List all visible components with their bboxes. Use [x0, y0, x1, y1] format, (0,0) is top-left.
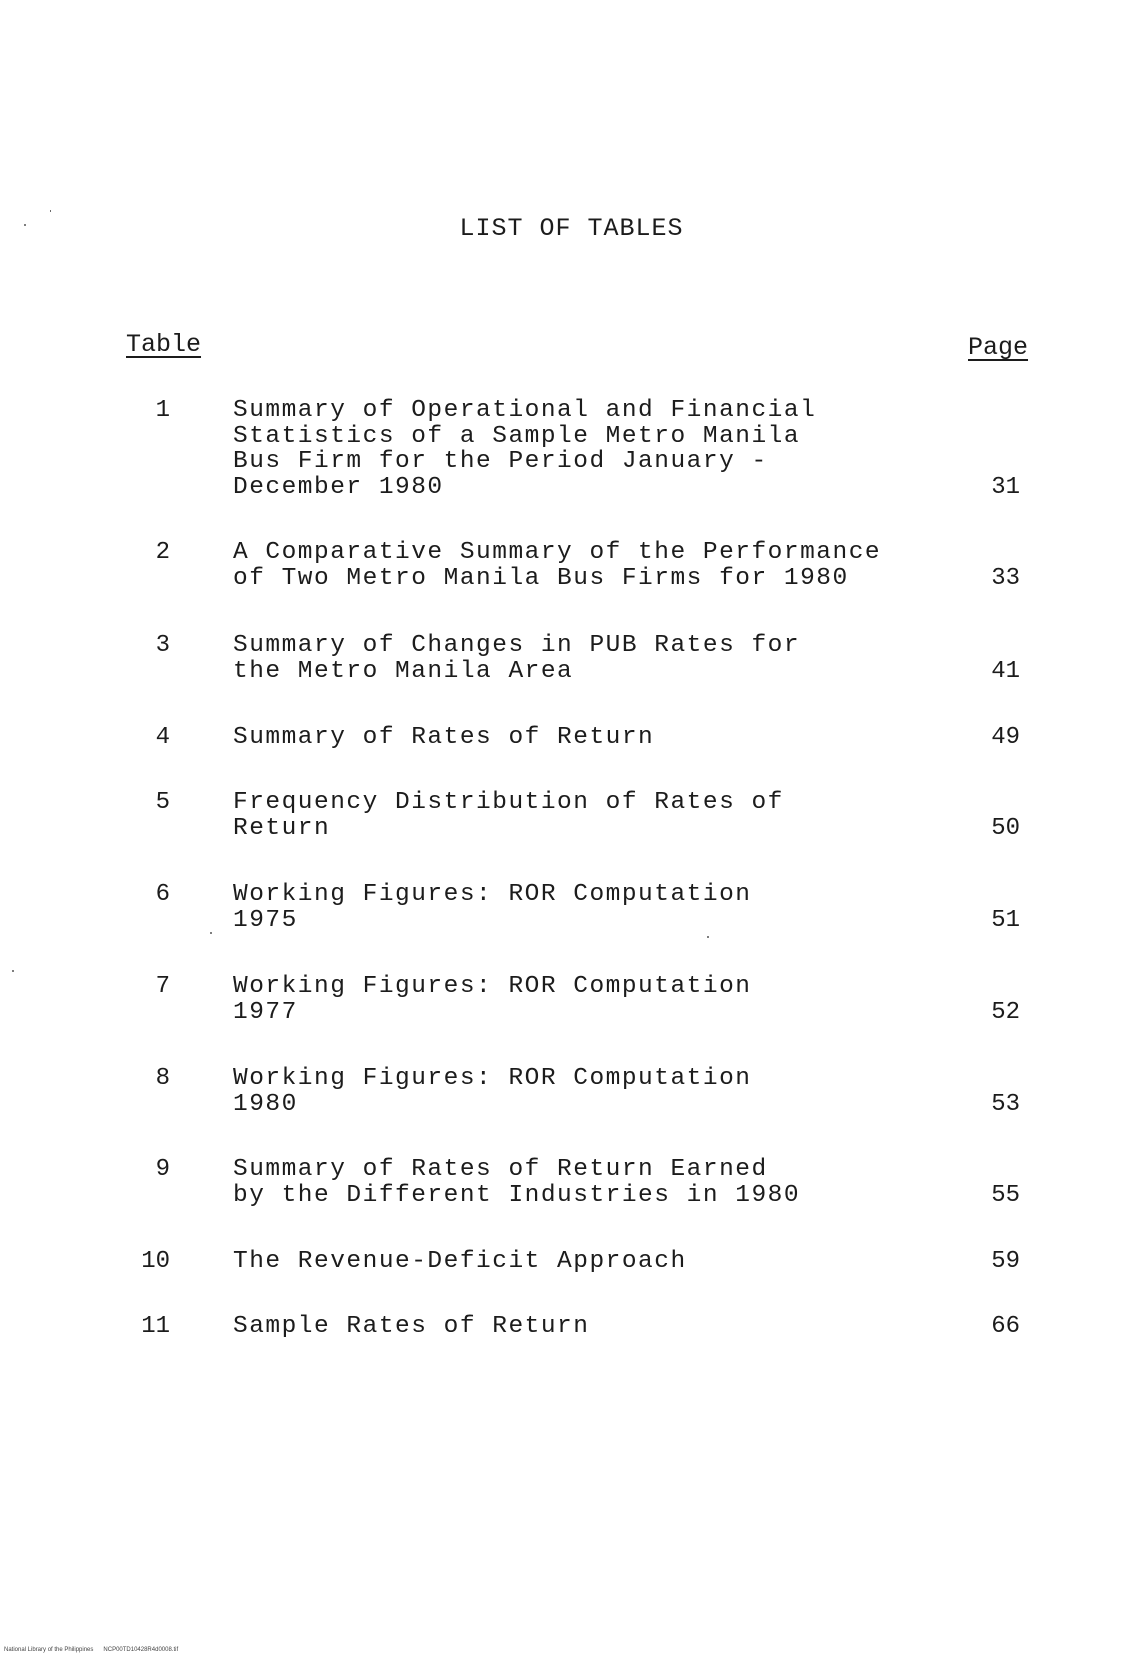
table-number: 6 — [155, 881, 170, 908]
table-number: 3 — [155, 632, 170, 659]
table-description: Working Figures: ROR Computation 1977 — [233, 973, 752, 1026]
table-number: 7 — [155, 973, 170, 1000]
table-description: A Comparative Summary of the Performance of Two Metro Manila Bus Firms for 1980 — [233, 539, 882, 592]
page-number: 66 — [991, 1313, 1020, 1340]
page-number: 50 — [991, 814, 1020, 842]
page-title: LIST OF TABLES — [459, 214, 684, 243]
footer-file: NCP00TD10428R4d0008.tif — [103, 1647, 179, 1653]
table-description: The Revenue-Deficit Approach — [233, 1248, 687, 1275]
table-number: 1 — [155, 397, 170, 424]
scan-footer — [4, 1646, 178, 1654]
table-number: 8 — [155, 1065, 170, 1092]
scan-speck — [12, 970, 14, 972]
table-description: Summary of Changes in PUB Rates for the Metro Manila Area — [233, 632, 801, 685]
table-description: Summary of Operational and Financial Statistics of a Sample Metro Manila Bus Firm for the Period January - December 1980 — [233, 397, 817, 501]
table-description: Sample Rates of Return — [233, 1313, 590, 1340]
footer-library: National Library of the Philippines — [4, 1647, 94, 1653]
table-column-header: Table — [126, 330, 202, 359]
scan-speck — [50, 210, 51, 212]
table-description: Summary of Rates of Return — [233, 724, 655, 751]
table-number: 5 — [155, 789, 170, 816]
table-number: 2 — [155, 539, 170, 566]
page-number: 33 — [991, 564, 1020, 592]
table-description: Working Figures: ROR Computation 1980 — [233, 1065, 752, 1118]
page-number: 51 — [991, 906, 1020, 934]
page-number: 55 — [991, 1181, 1020, 1209]
page-number: 52 — [991, 998, 1020, 1026]
table-number: 4 — [155, 724, 170, 751]
page-number: 53 — [991, 1090, 1020, 1118]
page-number: 31 — [991, 473, 1020, 501]
table-number: 10 — [141, 1248, 170, 1275]
scan-speck — [707, 936, 709, 938]
table-number: 9 — [155, 1156, 170, 1183]
page-number: 41 — [991, 657, 1020, 685]
page-number: 59 — [991, 1248, 1020, 1275]
table-description: Frequency Distribution of Rates of Return — [233, 789, 784, 842]
table-description: Summary of Rates of Return Earned by the Different Industries in 1980 — [233, 1156, 801, 1209]
table-description: Working Figures: ROR Computation 1975 — [233, 881, 752, 934]
scan-speck — [24, 224, 26, 226]
scan-speck — [210, 932, 212, 934]
page-number: 49 — [991, 724, 1020, 751]
table-number: 11 — [141, 1313, 170, 1340]
page-column-header: Page — [968, 333, 1029, 362]
